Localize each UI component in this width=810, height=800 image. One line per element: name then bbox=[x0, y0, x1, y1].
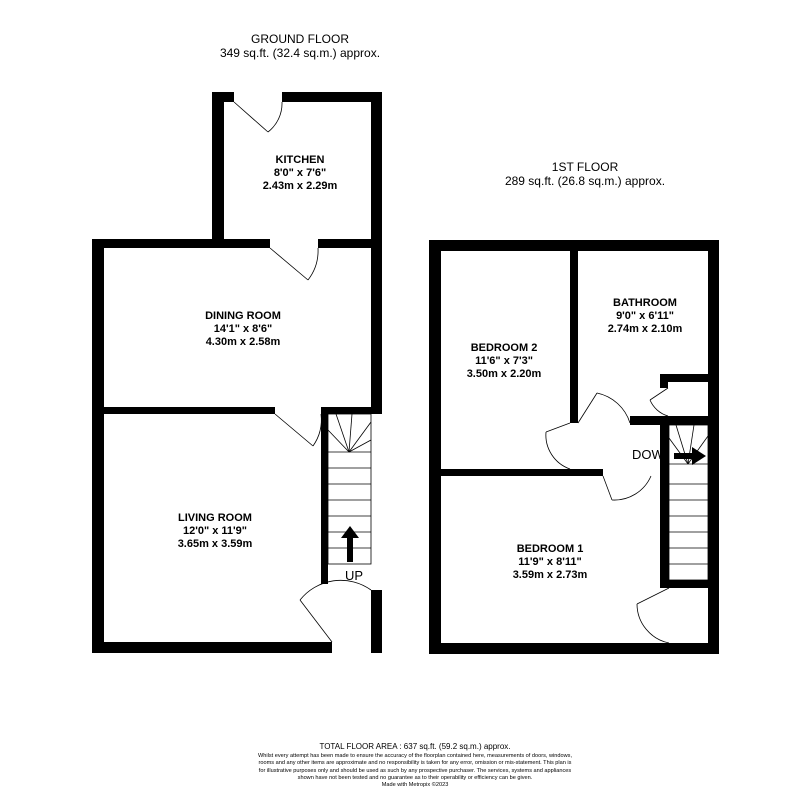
wall bbox=[212, 92, 234, 102]
room-name: LIVING ROOM bbox=[178, 512, 252, 524]
wall bbox=[371, 590, 382, 653]
made-with-credit: Made with Metropix ©2023 bbox=[381, 782, 449, 789]
wall bbox=[92, 407, 275, 414]
stairs-down-label: DOW bbox=[632, 447, 664, 462]
room-name: KITCHEN bbox=[275, 154, 325, 166]
wall bbox=[429, 469, 603, 476]
room-metric: 3.65m x 3.59m bbox=[177, 538, 253, 551]
disclaimer: Whilst every attempt has been made to ensure the accuracy of the floorplan contained here, measurements of doors, windows, rooms and any other items are approximate and no responsibility is taken for any error, omission or mis-statement. This plan is for illustrative purposes only and should be used as such by any prospective purchaser. The services, systems and appliances shown have not been tested and no guarantee as to their operability or efficiency can be given. bbox=[257, 753, 573, 781]
wall bbox=[318, 239, 382, 248]
wall bbox=[92, 239, 270, 248]
room-imperial: 8'0" x 7'6" bbox=[273, 167, 327, 180]
wall bbox=[321, 407, 328, 584]
wall bbox=[660, 416, 669, 586]
room-label-bathroom bbox=[580, 297, 710, 337]
room-label-living-room bbox=[140, 512, 290, 552]
room-metric: 3.59m x 2.73m bbox=[512, 569, 588, 582]
wall bbox=[429, 643, 719, 654]
first-floor-area: 289 sq.ft. (26.8 sq.m.) approx. bbox=[504, 174, 666, 189]
room-imperial: 12'0" x 11'9" bbox=[183, 525, 247, 538]
wall bbox=[660, 374, 719, 382]
room-label-kitchen bbox=[230, 154, 370, 194]
wall bbox=[92, 642, 332, 653]
footer bbox=[255, 742, 575, 789]
wall bbox=[371, 92, 382, 412]
room-label-bedroom-2 bbox=[440, 342, 568, 382]
wall bbox=[570, 240, 578, 423]
room-label-bedroom-1 bbox=[480, 543, 620, 583]
room-imperial: 11'9" x 8'11" bbox=[518, 556, 582, 569]
ground-floor-header bbox=[200, 32, 400, 61]
total-floor-area: TOTAL FLOOR AREA : 637 sq.ft. (59.2 sq.m.) approx. bbox=[319, 742, 511, 751]
first-floor-header bbox=[485, 160, 685, 189]
room-metric: 3.50m x 2.20m bbox=[466, 368, 542, 381]
room-metric: 4.30m x 2.58m bbox=[205, 336, 281, 349]
wall bbox=[660, 374, 668, 388]
room-name: DINING ROOM bbox=[205, 310, 281, 322]
first-floor-title: 1ST FLOOR bbox=[551, 160, 619, 174]
wall bbox=[282, 92, 382, 102]
wall bbox=[92, 239, 104, 653]
stairs-up-arrow bbox=[341, 526, 359, 562]
wall bbox=[429, 240, 441, 654]
room-imperial: 11'6" x 7'3" bbox=[475, 355, 533, 368]
room-metric: 2.43m x 2.29m bbox=[262, 180, 338, 193]
ground-floor-title: GROUND FLOOR bbox=[250, 32, 349, 46]
room-imperial: 9'0" x 6'11" bbox=[616, 310, 674, 323]
wall bbox=[660, 580, 719, 588]
wall bbox=[630, 416, 719, 425]
wall bbox=[321, 407, 382, 414]
ground-floor-area: 349 sq.ft. (32.4 sq.m.) approx. bbox=[219, 46, 381, 61]
room-name: BATHROOM bbox=[613, 297, 677, 309]
room-name: BEDROOM 1 bbox=[516, 543, 584, 555]
room-label-dining-room bbox=[168, 310, 318, 350]
first-floor-details bbox=[546, 388, 708, 643]
room-metric: 2.74m x 2.10m bbox=[607, 323, 683, 336]
room-name: BEDROOM 2 bbox=[470, 342, 538, 354]
stairs-up-label: UP bbox=[344, 568, 364, 583]
room-imperial: 14'1" x 8'6" bbox=[213, 323, 273, 336]
wall bbox=[212, 92, 224, 248]
